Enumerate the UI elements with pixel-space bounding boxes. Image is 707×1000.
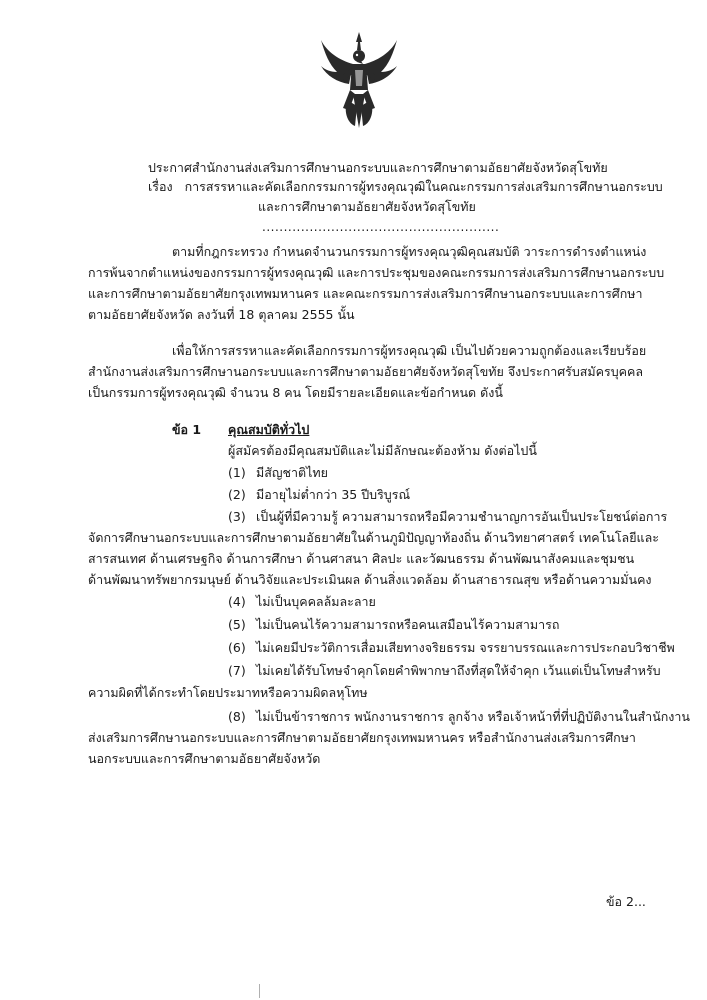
item-text-cont: ส่งเสริมการศึกษานอกระบบและการศึกษาตามอัธยาศัยกรุงเทพมหานคร หรือสำนักงานส่งเสริมการศึกษา bbox=[88, 730, 636, 745]
item-number: (4) bbox=[228, 594, 246, 609]
section-heading: คุณสมบัติทั่วไป bbox=[228, 422, 310, 437]
item-text-cont: นอกระบบและการศึกษาตามอัธยาศัยจังหวัด bbox=[88, 751, 321, 766]
subject-line-2: และการศึกษาตามอัธยาศัยจังหวัดสุโขทัย bbox=[258, 199, 476, 214]
item-text: ไม่เป็นบุคคลล้มละลาย bbox=[256, 594, 376, 609]
para1-line-2: การพ้นจากตำแหน่งของกรรมการผู้ทรงคุณวุฒิ และการประชุมของคณะกรรมการส่งเสริมการศึกษานอกระบบ bbox=[88, 265, 665, 280]
item-text-cont: จัดการศึกษานอกระบบและการศึกษาตามอัธยาศัยในด้านภูมิปัญญาท้องถิ่น ด้านวิทยาศาสตร์ เทคโนโลยีและ bbox=[88, 530, 659, 545]
item-text: ไม่เป็นคนไร้ความสามารถหรือคนเสมือนไร้ความสามารถ bbox=[256, 617, 560, 632]
item-text: ไม่เคยมีประวัติการเสื่อมเสียทางจริยธรรม จรรยาบรรณและการประกอบวิชาชีพ bbox=[256, 640, 675, 655]
item-number: (5) bbox=[228, 617, 246, 632]
para2-line-2: สำนักงานส่งเสริมการศึกษานอกระบบและการศึกษาตามอัธยาศัยจังหวัดสุโขทัย จึงประกาศรับสมัครบุคคล bbox=[88, 364, 644, 379]
page-continuation: ข้อ 2... bbox=[606, 894, 646, 909]
item-text: เป็นผู้ที่มีความรู้ ความสามารถหรือมีความชำนาญการอันเป็นประโยชน์ต่อการ bbox=[256, 509, 668, 524]
para1-line-3: และการศึกษาตามอัธยาศัยกรุงเทพมหานคร และคณะกรรมการส่งเสริมการศึกษานอกระบบและการศึกษา bbox=[88, 286, 643, 301]
para1-line-4: ตามอัธยาศัยจังหวัด ลงวันที่ 18 ตุลาคม 2555 นั้น bbox=[88, 307, 355, 322]
para2-line-3: เป็นกรรมการผู้ทรงคุณวุฒิ จำนวน 8 คน โดยมีรายละเอียดและข้อกำหนด ดังนี้ bbox=[88, 385, 503, 400]
para1-line-1: ตามที่กฎกระทรวง กำหนดจำนวนกรรมการผู้ทรงคุณวุฒิคุณสมบัติ วาระการดำรงตำแหน่ง bbox=[172, 244, 647, 259]
scan-artifact bbox=[259, 984, 260, 998]
header-separator: ....................................................... bbox=[262, 220, 500, 234]
para2-line-1: เพื่อให้การสรรหาและคัดเลือกกรรมการผู้ทรงคุณวุฒิ เป็นไปด้วยความถูกต้องและเรียบร้อย bbox=[172, 343, 647, 358]
item-text: มีอายุไม่ต่ำกว่า 35 ปีบริบูรณ์ bbox=[256, 487, 411, 502]
subject-line-1 bbox=[148, 178, 663, 196]
item-number: (3) bbox=[228, 509, 246, 524]
announcement-title: ประกาศสำนักงานส่งเสริมการศึกษานอกระบบและการศึกษาตามอัธยาศัยจังหวัดสุโขทัย bbox=[148, 160, 608, 175]
item-number: (6) bbox=[228, 640, 246, 655]
item-number: (1) bbox=[228, 465, 246, 480]
item-text-cont: สารสนเทศ ด้านเศรษฐกิจ ด้านการศึกษา ด้านศาสนา ศิลปะ และวัฒนธรรม ด้านพัฒนาสังคมและชุมชน bbox=[88, 551, 635, 566]
item-number: (8) bbox=[228, 709, 246, 724]
item-text-cont: ความผิดที่ได้กระทำโดยประมาทหรือความผิดลหุโทษ bbox=[88, 685, 368, 700]
item-number: (2) bbox=[228, 487, 246, 502]
item-number: (7) bbox=[228, 663, 246, 678]
garuda-emblem-icon bbox=[319, 30, 399, 130]
item-text-cont: ด้านพัฒนาทรัพยากรมนุษย์ ด้านวิจัยและประเมินผล ด้านสิ่งแวดล้อม ด้านสาธารณสุข หรือด้านความมั่นคง bbox=[88, 572, 652, 587]
subject-label: เรื่อง bbox=[148, 179, 173, 194]
subject-text: การสรรหาและคัดเลือกกรรมการผู้ทรงคุณวุฒิในคณะกรรมการส่งเสริมการศึกษานอกระบบ bbox=[184, 179, 663, 194]
item-text: ไม่เคยได้รับโทษจำคุกโดยคำพิพากษาถึงที่สุดให้จำคุก เว้นแต่เป็นโทษสำหรับ bbox=[256, 663, 661, 678]
section-intro: ผู้สมัครต้องมีคุณสมบัติและไม่มีลักษณะต้องห้าม ดังต่อไปนี้ bbox=[228, 443, 537, 458]
section-number: ข้อ 1 bbox=[172, 422, 202, 437]
item-text: มีสัญชาติไทย bbox=[256, 465, 328, 480]
item-text: ไม่เป็นข้าราชการ พนักงานราชการ ลูกจ้าง หรือเจ้าหน้าที่ที่ปฏิบัติงานในสำนักงาน bbox=[256, 709, 690, 724]
